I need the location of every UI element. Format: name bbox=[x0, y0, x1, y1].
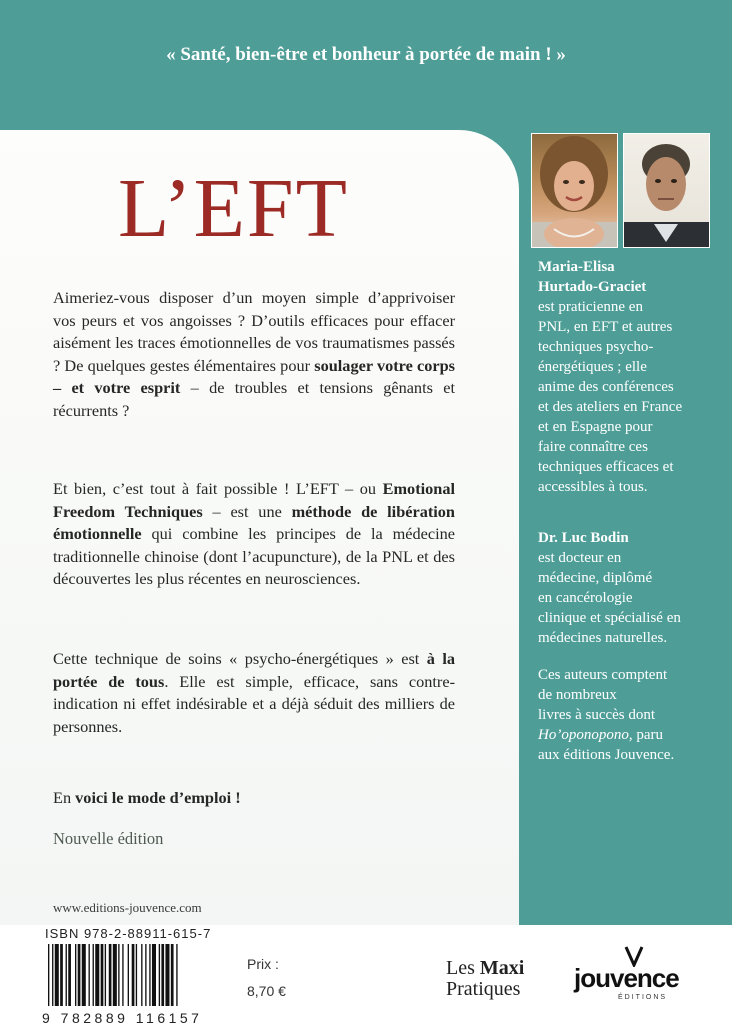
bio-line: faire connaître ces bbox=[538, 439, 648, 455]
bio-line: livres à succès dont bbox=[538, 707, 656, 723]
publisher-logo bbox=[574, 945, 694, 1005]
slogan: « Santé, bien-être et bonheur à portée de main ! » bbox=[166, 44, 566, 65]
author-2-name: Dr. Luc Bodin bbox=[538, 530, 629, 546]
barcode bbox=[42, 944, 232, 1010]
price-label: Prix : bbox=[247, 956, 279, 972]
bio-line: clinique et spécialisé en bbox=[538, 610, 681, 626]
bio-line: et des ateliers en France bbox=[538, 399, 683, 415]
bio-line: médecines naturelles. bbox=[538, 630, 668, 646]
description-paragraph-1: Aimeriez-vous disposer d’un moyen simple d’apprivoiser vos peurs et vos angoisses ? D’outils efficaces pour effacer aisément les traces émotionnelles de vos traumatismes passés ? De quelques gestes élémentaires pour soulager votre corps – et votre esprit – de troubles et tensions gênants et récurrents ? bbox=[53, 288, 456, 420]
bio-line: techniques efficaces et bbox=[538, 459, 674, 475]
author-photo-woman bbox=[531, 133, 618, 248]
authors-closing-note bbox=[538, 665, 674, 765]
bio-line: anime des conférences bbox=[538, 379, 674, 395]
bio-line: Ho’oponopono, paru bbox=[538, 727, 663, 743]
bio-line: Ces auteurs comptent bbox=[538, 667, 668, 683]
author-1-bio bbox=[538, 257, 682, 497]
call-to-action: En voici le mode d’emploi ! bbox=[53, 788, 241, 807]
publisher-website: www.editions-jouvence.com bbox=[53, 900, 202, 915]
author-1-name-line-1: Maria-Elisa bbox=[538, 259, 615, 275]
bio-line: techniques psycho- bbox=[538, 339, 654, 355]
isbn: ISBN 978-2-88911-615-7 bbox=[45, 926, 212, 941]
price-value: 8,70 € bbox=[247, 983, 286, 999]
bio-line: et en Espagne pour bbox=[538, 419, 653, 435]
bio-line: aux éditions Jouvence. bbox=[538, 747, 675, 763]
bio-line: médecine, diplômé bbox=[538, 570, 653, 586]
edition-label: Nouvelle édition bbox=[53, 829, 164, 848]
book-reference: Ho’oponopono bbox=[538, 727, 629, 743]
collection-logo: Les Maxi Pratiques bbox=[446, 957, 525, 1000]
barcode-digits: 9 782889 116157 bbox=[42, 1010, 203, 1026]
description-paragraph-3: Cette technique de soins « psycho-énergétiques » est à la portée de tous. Elle est simple, efficace, sans contre-indication ni effet indésirable et a déjà séduit des milliers de personnes. bbox=[53, 649, 455, 736]
description-paragraph-2: Et bien, c’est tout à fait possible ! L’EFT – ou Emotional Freedom Techniques – est une méthode de libération émotionnelle qui combine les principes de la médecine traditionnelle chinoise (dont l’acupuncture), de la PNL et des découvertes les plus récentes en neurosciences. bbox=[53, 479, 455, 588]
publisher-name: jouvence bbox=[574, 963, 679, 993]
bio-line: PNL, en EFT et autres bbox=[538, 319, 673, 335]
bio-line: accessibles à tous. bbox=[538, 479, 648, 495]
author-2-bio bbox=[538, 528, 681, 648]
bio-line: est docteur en bbox=[538, 550, 622, 566]
bio-line: est praticienne en bbox=[538, 299, 643, 315]
author-photo-man bbox=[623, 133, 710, 248]
bio-line: de nombreux bbox=[538, 687, 617, 703]
publisher-subtitle: ÉDITIONS bbox=[618, 994, 668, 1001]
bio-line: en cancérologie bbox=[538, 590, 633, 606]
author-1-name-line-2: Hurtado-Graciet bbox=[538, 279, 647, 295]
bio-line: énergétiques ; elle bbox=[538, 359, 647, 375]
book-title: L’EFT bbox=[118, 162, 349, 255]
